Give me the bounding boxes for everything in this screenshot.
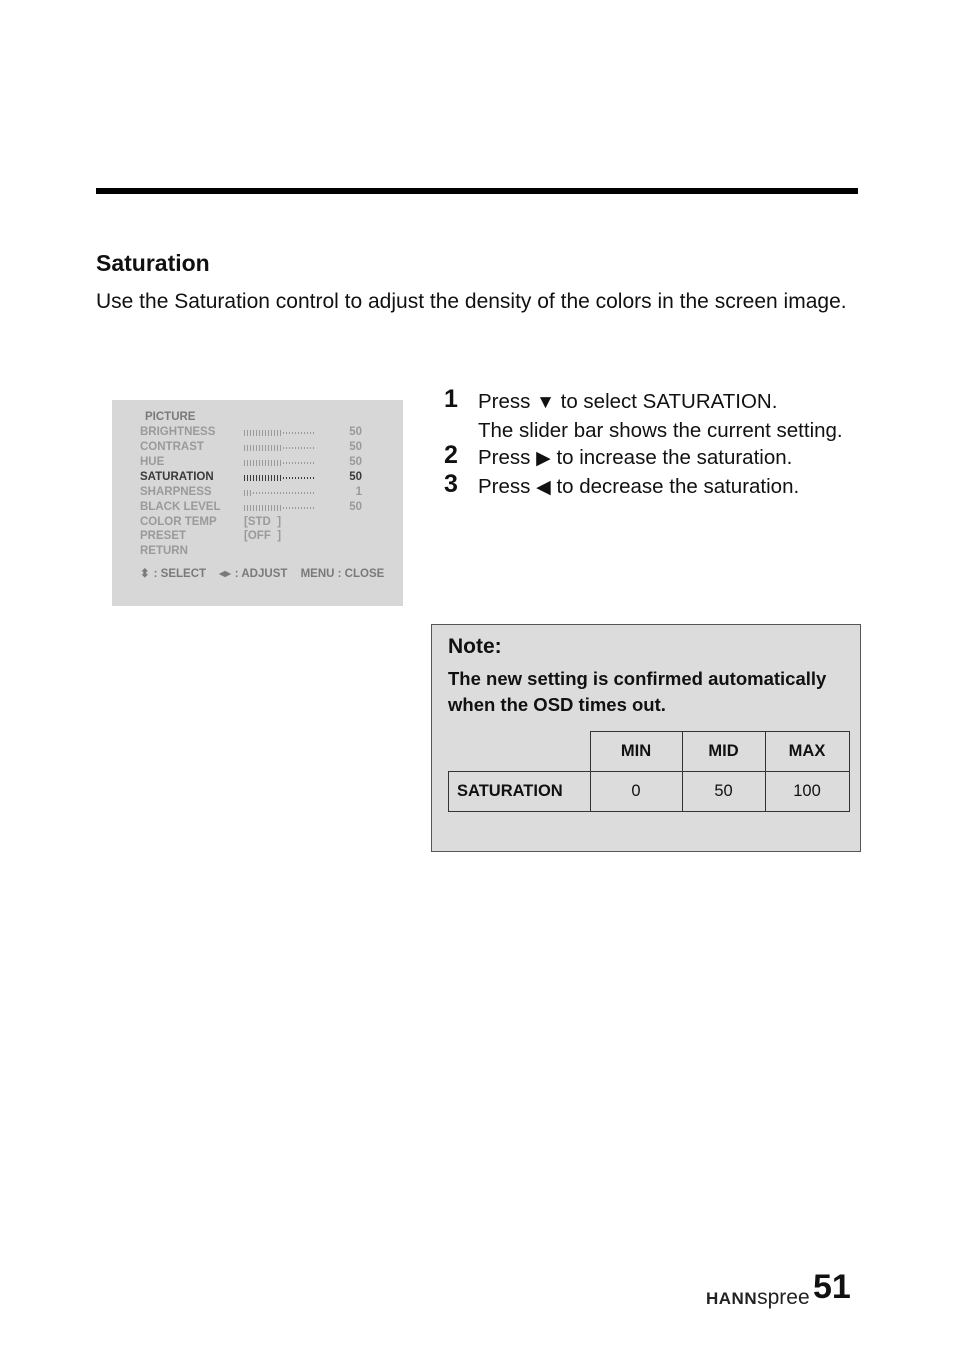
osd-row-return	[140, 545, 400, 560]
steps-list	[444, 385, 864, 501]
osd-row-option: [STD ]	[244, 516, 282, 528]
step-1: 1 Press ▼ to select SATURATION. The slider bar shows the current setting.	[444, 385, 843, 442]
osd-row-preset	[140, 530, 400, 545]
right-arrow-icon: ▶	[536, 448, 551, 469]
osd-slider	[244, 460, 316, 466]
osd-menu-screenshot	[112, 400, 403, 606]
osd-row-value: 50	[349, 441, 362, 453]
top-rule	[96, 188, 858, 194]
osd-row-option: [OFF ]	[244, 530, 282, 542]
osd-row-label: SHARPNESS	[140, 486, 212, 498]
step-number: 3	[444, 469, 458, 498]
osd-row-label: BLACK LEVEL	[140, 501, 221, 513]
table-cell: 50	[682, 772, 765, 812]
osd-row-saturation	[140, 471, 400, 486]
osd-row-sharpness	[140, 486, 400, 501]
table-row-label: SATURATION	[449, 772, 591, 812]
osd-slider	[244, 475, 316, 481]
table-cell: 0	[590, 772, 682, 812]
osd-slider	[244, 445, 316, 451]
page-number: 51	[813, 1268, 851, 1306]
note-box	[431, 624, 861, 852]
step-3: 3 Press ◀ to decrease the saturation.	[444, 469, 800, 498]
table-header: MID	[682, 732, 765, 772]
osd-row-label: PRESET	[140, 530, 187, 542]
table-row	[449, 772, 850, 812]
osd-row-contrast	[140, 441, 400, 456]
osd-row-label: SATURATION	[140, 471, 214, 483]
up-down-arrow-icon: ⬍	[140, 568, 150, 580]
step-number: 2	[444, 441, 458, 469]
osd-row-color-temp	[140, 516, 400, 531]
step-number: 1	[444, 385, 458, 413]
osd-title: PICTURE	[145, 411, 196, 423]
osd-row-hue	[140, 456, 400, 471]
osd-row-value: 50	[349, 456, 362, 468]
osd-row-label: HUE	[140, 456, 165, 468]
section-title: Saturation	[96, 250, 210, 276]
osd-slider	[244, 505, 316, 511]
osd-row-black-level	[140, 501, 400, 516]
step-2: 2 Press ▶ to increase the saturation.	[444, 441, 793, 469]
osd-row-label: BRIGHTNESS	[140, 426, 216, 438]
note-title: Note:	[448, 635, 502, 658]
osd-slider	[244, 430, 316, 436]
osd-row-label: RETURN	[140, 545, 188, 557]
osd-row-brightness	[140, 426, 400, 441]
left-right-arrow-icon: ◂▸	[219, 568, 231, 580]
osd-row-label: CONTRAST	[140, 441, 204, 453]
section-intro: Use the Saturation control to adjust the density of the colors in the screen image.	[96, 290, 847, 313]
osd-row-value: 50	[349, 501, 362, 513]
osd-row-value: 1	[355, 486, 362, 498]
table-header: MIN	[590, 732, 682, 772]
table-cell: 100	[765, 772, 849, 812]
brand-logo: HANNspree	[706, 1286, 810, 1309]
osd-slider	[244, 490, 316, 496]
osd-row-value: 50	[349, 426, 362, 438]
osd-row-label: COLOR TEMP	[140, 516, 217, 528]
note-text: The new setting is confirmed automatically when the OSD times out.	[448, 668, 827, 715]
left-arrow-icon: ◀	[536, 476, 551, 498]
table-header: MAX	[765, 732, 849, 772]
down-arrow-icon: ▼	[536, 392, 555, 413]
saturation-range-table	[448, 731, 850, 812]
osd-row-value: 50	[349, 471, 362, 483]
osd-footer: ⬍ : SELECT ◂▸ : ADJUST MENU : CLOSE	[140, 568, 385, 580]
table-header-row	[449, 732, 850, 772]
